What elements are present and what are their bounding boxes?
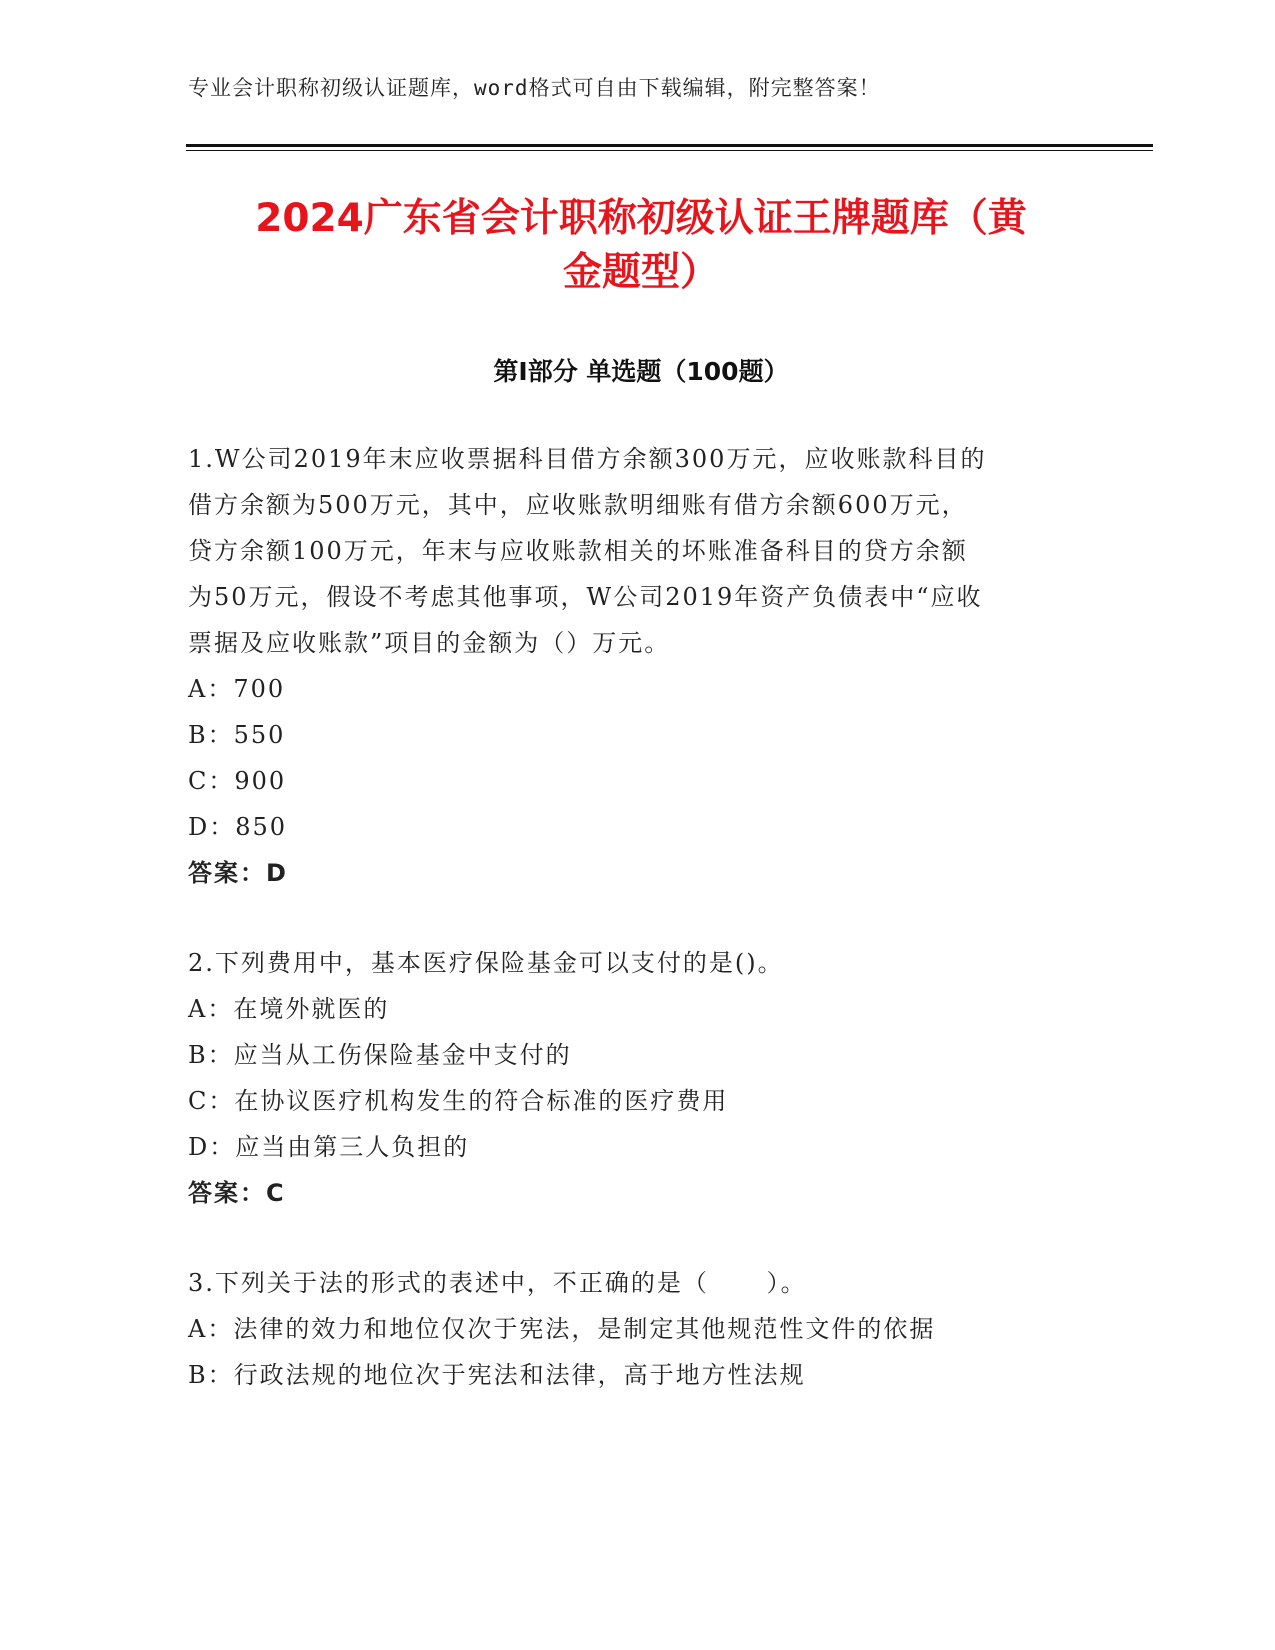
title-line-1: 2024广东省会计职称初级认证王牌题库（黄: [255, 196, 1027, 241]
question-1-option-b: B：550: [188, 721, 286, 749]
section-heading: 第Ⅰ部分 单选题（100题）: [493, 357, 789, 386]
question-1-line-1: 1.W公司2019年末应收票据科目借方余额300万元，应收账款科目的: [188, 445, 987, 473]
question-3-option-a: A：法律的效力和地位仅次于宪法，是制定其他规范性文件的依据: [188, 1315, 936, 1343]
question-2-option-a: A：在境外就医的: [188, 995, 390, 1023]
question-2: [188, 940, 1088, 1216]
question-2-option-b: B：应当从工伤保险基金中支付的: [188, 1041, 572, 1069]
question-1-option-d: D：850: [188, 813, 288, 841]
question-1: [188, 436, 1088, 896]
question-1-line-5: 票据及应收账款”项目的金额为（）万元。: [188, 629, 671, 657]
header-divider-thin: [186, 150, 1153, 151]
question-1-line-3: 贷方余额100万元，年末与应收账款相关的坏账准备科目的贷方余额: [188, 537, 968, 565]
page-header: 专业会计职称初级认证题库，word格式可自由下载编辑，附完整答案！: [188, 76, 881, 100]
spacer: [188, 1216, 1088, 1260]
question-2-option-c: C：在协议医疗机构发生的符合标准的医疗费用: [188, 1087, 729, 1115]
question-3-line-1: 3.下列关于法的形式的表述中，不正确的是（ ）。: [188, 1269, 807, 1297]
question-2-line-1: 2.下列费用中，基本医疗保险基金可以支付的是()。: [188, 949, 784, 977]
question-list: [188, 436, 1088, 1398]
question-1-answer: 答案：D: [188, 859, 288, 887]
question-1-option-c: C：900: [188, 767, 287, 795]
question-2-answer: 答案：C: [188, 1179, 286, 1207]
spacer: [188, 896, 1088, 940]
question-1-line-4: 为50万元，假设不考虑其他事项，W公司2019年资产负债表中“应收: [188, 583, 983, 611]
document-title: [186, 192, 1096, 300]
title-line-2: 金题型）: [562, 250, 719, 295]
question-1-option-a: A：700: [188, 675, 286, 703]
question-1-line-2: 借方余额为500万元，其中，应收账款明细账有借方余额600万元，: [188, 491, 968, 519]
question-2-option-d: D：应当由第三人负担的: [188, 1133, 470, 1161]
question-3: [188, 1260, 1088, 1398]
question-3-option-b: B：行政法规的地位次于宪法和法律，高于地方性法规: [188, 1361, 806, 1389]
header-divider-thick: [186, 144, 1153, 147]
